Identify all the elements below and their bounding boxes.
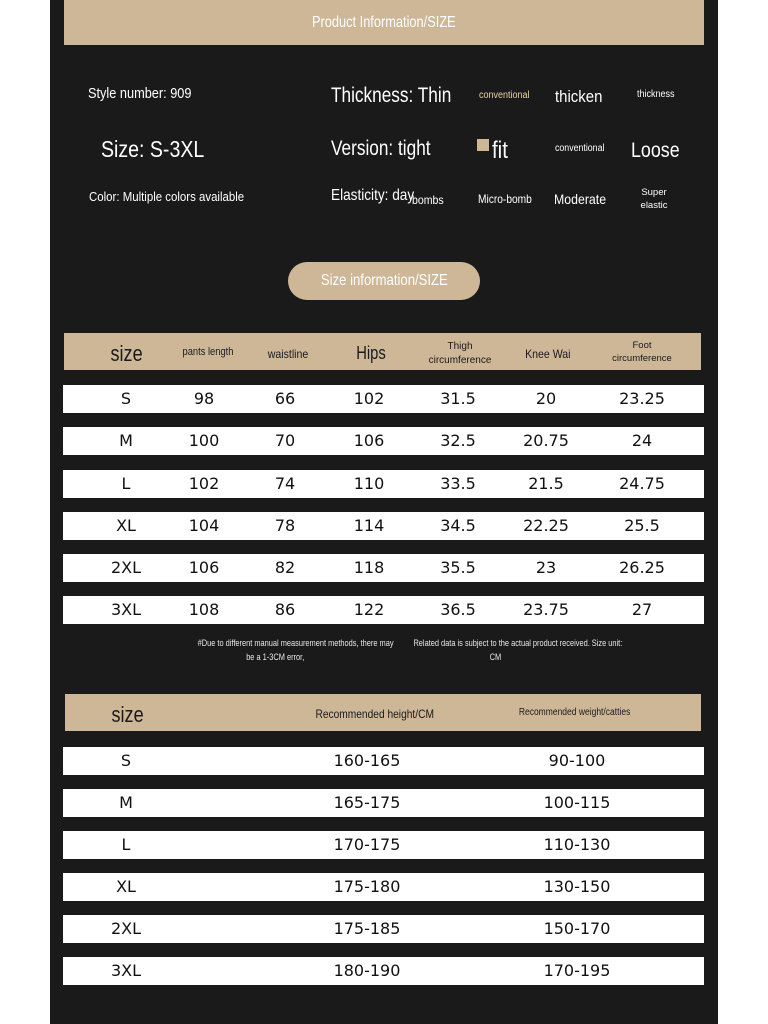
cell-size: S: [120, 389, 132, 408]
cell-weight: 170-195: [543, 961, 611, 980]
header-hips: Hips: [356, 343, 386, 363]
version-option-fit: fit: [492, 137, 508, 164]
version-option-loose: Loose: [631, 139, 680, 162]
cell-thigh: 32.5: [440, 431, 476, 450]
cell-knee: 23: [535, 558, 557, 577]
note-left-line1: #Due to different manual measurement methods, there may: [197, 638, 394, 649]
cell-hips: 102: [353, 389, 385, 408]
elasticity-option-super-elastic: Super elastic: [640, 187, 668, 211]
size-info-pill: [288, 262, 480, 300]
cell-pants-length: 102: [188, 474, 220, 493]
header-size: size: [110, 341, 144, 366]
cell-waistline: 86: [274, 600, 296, 619]
cell-height: 175-185: [333, 919, 401, 938]
elasticity-option-moderate: Moderate: [554, 191, 607, 207]
cell-foot: 24: [631, 431, 653, 450]
top-banner: [64, 0, 704, 45]
cell-size: M: [119, 431, 133, 450]
cell-waistline: 74: [274, 474, 296, 493]
cell-knee: 21.5: [528, 474, 564, 493]
cell-size: 2XL: [110, 558, 142, 577]
cell-hips: 122: [353, 600, 385, 619]
cell-size: 2XL: [110, 919, 142, 938]
note-right-line1: Related data is subject to the actual product received. Size unit:: [413, 638, 623, 649]
cell-height: 170-175: [333, 835, 401, 854]
style-number: Style number: 909: [88, 85, 192, 102]
cell-height: 175-180: [333, 877, 401, 896]
cell-knee: 22.25: [523, 516, 569, 535]
cell-waistline: 70: [274, 431, 296, 450]
elasticity-option-bombs: bombs: [412, 193, 444, 207]
cell-hips: 118: [353, 558, 385, 577]
cell-thigh: 35.5: [440, 558, 476, 577]
table-row: [63, 427, 704, 455]
cell-size: 3XL: [110, 961, 142, 980]
cell-pants-length: 106: [188, 558, 220, 577]
header-thigh: Thigh circumference: [428, 341, 492, 366]
size-range: Size: S-3XL: [101, 136, 205, 162]
elasticity-option-micro-bomb: Micro-bomb: [478, 192, 532, 206]
cell-thigh: 34.5: [440, 516, 476, 535]
cell-height: 180-190: [333, 961, 401, 980]
cell-size: L: [121, 835, 131, 854]
cell-thigh: 36.5: [440, 600, 476, 619]
cell-waistline: 66: [274, 389, 296, 408]
recommend-table-header: [65, 694, 701, 731]
header-foot: Foot circumference: [612, 340, 672, 364]
cell-foot: 23.25: [619, 389, 665, 408]
table-row: [63, 596, 704, 624]
cell-pants-length: 104: [188, 516, 220, 535]
table-row: [63, 789, 704, 817]
table-row: [63, 470, 704, 498]
cell-waistline: 82: [274, 558, 296, 577]
cell-height: 160-165: [333, 751, 401, 770]
cell-pants-length: 100: [188, 431, 220, 450]
header-size: size: [111, 702, 145, 727]
table-row: [63, 831, 704, 859]
cell-size: XL: [116, 877, 136, 896]
size-info-title: Size information/SIZE: [320, 272, 448, 289]
cell-weight: 130-150: [543, 877, 611, 896]
cell-size: M: [119, 793, 133, 812]
elasticity-label: Elasticity: day: [331, 187, 415, 204]
color-info: Color: Multiple colors available: [89, 189, 245, 204]
cell-hips: 110: [353, 474, 385, 493]
cell-height: 165-175: [333, 793, 401, 812]
cell-hips: 114: [353, 516, 385, 535]
version-label: Version: tight: [331, 137, 431, 160]
cell-weight: 150-170: [543, 919, 611, 938]
cell-knee: 23.75: [523, 600, 569, 619]
cell-foot: 27: [631, 600, 653, 619]
table-row: [63, 915, 704, 943]
fit-marker: [477, 139, 489, 151]
cell-size: 3XL: [110, 600, 142, 619]
cell-pants-length: 98: [193, 389, 215, 408]
cell-foot: 25.5: [624, 516, 660, 535]
cell-size: XL: [116, 516, 136, 535]
thickness-option-thickness: thickness: [637, 89, 675, 100]
table-row: [63, 873, 704, 901]
cell-thigh: 33.5: [440, 474, 476, 493]
banner-title: Product Information/SIZE: [312, 14, 456, 31]
table-row: [63, 957, 704, 985]
cell-waistline: 78: [274, 516, 296, 535]
header-recommended-height: Recommended height/CM: [315, 707, 435, 721]
cell-thigh: 31.5: [440, 389, 476, 408]
cell-foot: 24.75: [619, 474, 665, 493]
table-row: [63, 512, 704, 540]
thickness-option-thicken: thicken: [555, 87, 603, 106]
cell-weight: 110-130: [543, 835, 611, 854]
cell-size: L: [121, 474, 131, 493]
cell-foot: 26.25: [619, 558, 665, 577]
header-pants-length: pants length: [182, 346, 234, 358]
header-waistline: waistline: [267, 347, 309, 361]
cell-knee: 20.75: [523, 431, 569, 450]
version-option-conventional: conventional: [555, 143, 605, 154]
cell-size: S: [120, 751, 132, 770]
table-row: [63, 747, 704, 775]
size-table-header: [64, 333, 701, 370]
cell-hips: 106: [353, 431, 385, 450]
cell-weight: 100-115: [543, 793, 611, 812]
note-right-line2: CM: [489, 652, 501, 663]
thickness-option-conventional: conventional: [479, 90, 530, 101]
table-row: [63, 385, 704, 413]
table-row: [63, 554, 704, 582]
thickness-label: Thickness: Thin: [331, 84, 452, 107]
cell-weight: 90-100: [548, 751, 606, 770]
header-recommended-weight: Recommended weight/catties: [519, 707, 631, 718]
cell-pants-length: 108: [188, 600, 220, 619]
header-knee: Knee Wai: [525, 347, 571, 361]
note-left-line2: be a 1-3CM error,: [245, 652, 305, 663]
cell-knee: 20: [535, 389, 557, 408]
